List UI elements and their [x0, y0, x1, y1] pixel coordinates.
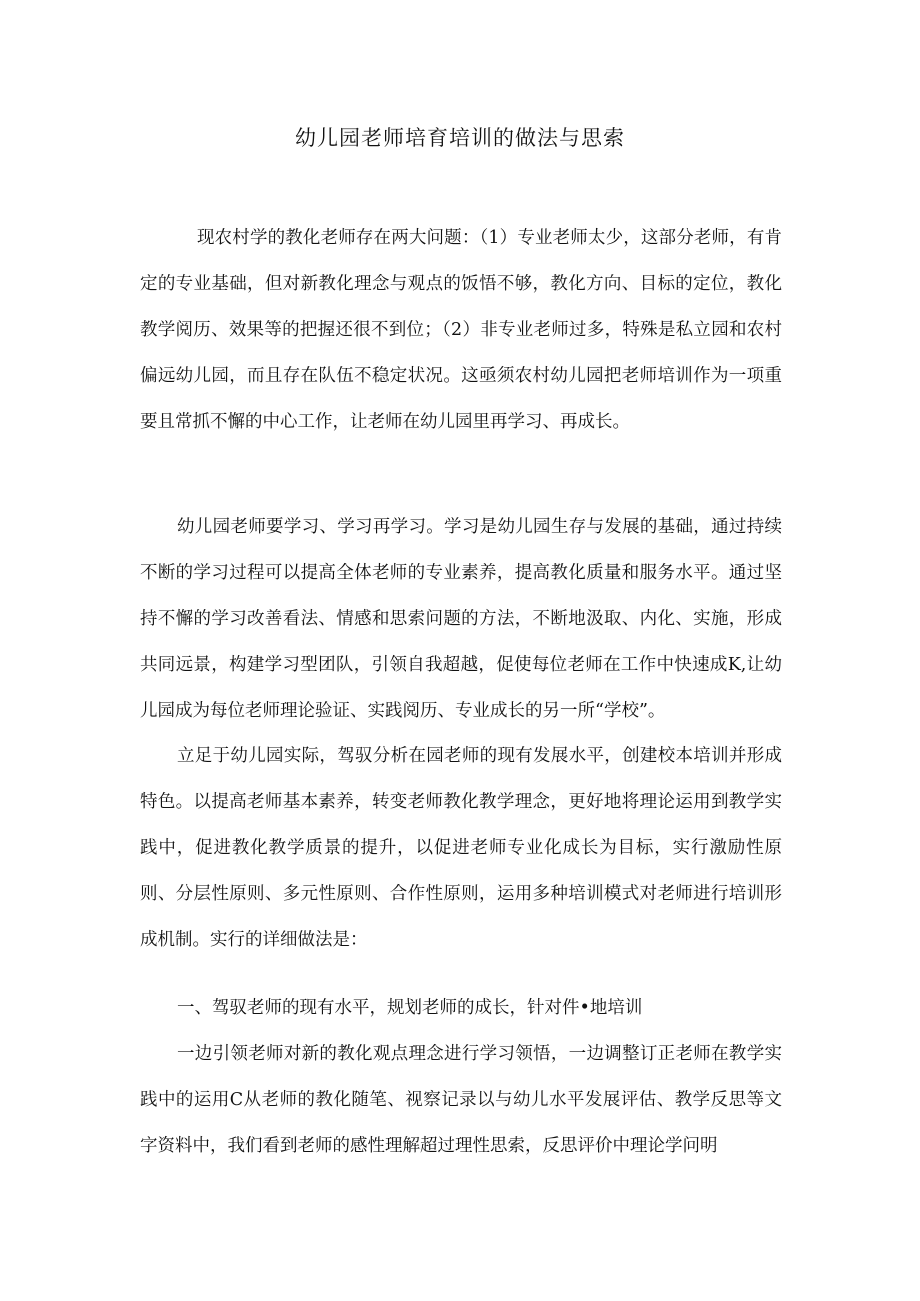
paragraph-intro: 现农村学的教化老师存在两大问题：（1）专业老师太少，这部分老师，有肯定的专业基础，但对新教化理念与观点的饭悟不够，教化方向、目标的定位，教化教学阅历、效果等的把握还很不到位；（2）非专业老师过多，特殊是私立园和农村偏远幼儿园，而且存在队伍不稳定状况。这亟须农村幼儿园把老师培训作为一项重要且常抓不懈的中心工作，让老师在幼儿园里再学习、再成长。 — [140, 228, 782, 432]
section-heading-one: 一、驾驭老师的现有水平，规划老师的成长，针对件•地培训 — [177, 998, 643, 1018]
paragraph-learning: 幼儿园老师要学习、学习再学习。学习是幼儿园生存与发展的基础，通过持续不断的学习过程可以提高全体老师的专业素养，提高教化质量和服务水平。通过坚持不懈的学习改善看法、情感和思索问题的方法，不断地汲取、内化、实施，形成共同远景，构建学习型团队，引领自我超越，促使每位老师在工作中快速成K,让幼儿园成为每位老师理论验证、实践阅历、专业成长的另一所“学校”。 — [140, 517, 782, 721]
paragraph-guidance: 一边引领老师对新的教化观点理念进行学习领悟，一边调整订正老师在教学实践中的运用C从老师的教化随笔、视察记录以与幼儿水平发展评估、教学反思等文字资料中，我们看到老师的感性理解超过理性思索，反思评价中理论学问明 — [140, 1044, 782, 1156]
document-title: 幼儿园老师培育培训的做法与思索 — [295, 126, 625, 150]
paragraph-practice: 立足于幼儿园实际，驾驭分析在园老师的现有发展水平，创建校本培训并形成特色。以提高老师基本素养，转变老师教化教学理念，更好地将理论运用到教学实践中，促进教化教学质景的提升，以促进老师专业化成长为目标，实行激励性原则、分层性原则、多元性原则、合作性原则，运用多种培训模式对老师进行培训形成机制。实行的详细做法是： — [140, 746, 782, 950]
